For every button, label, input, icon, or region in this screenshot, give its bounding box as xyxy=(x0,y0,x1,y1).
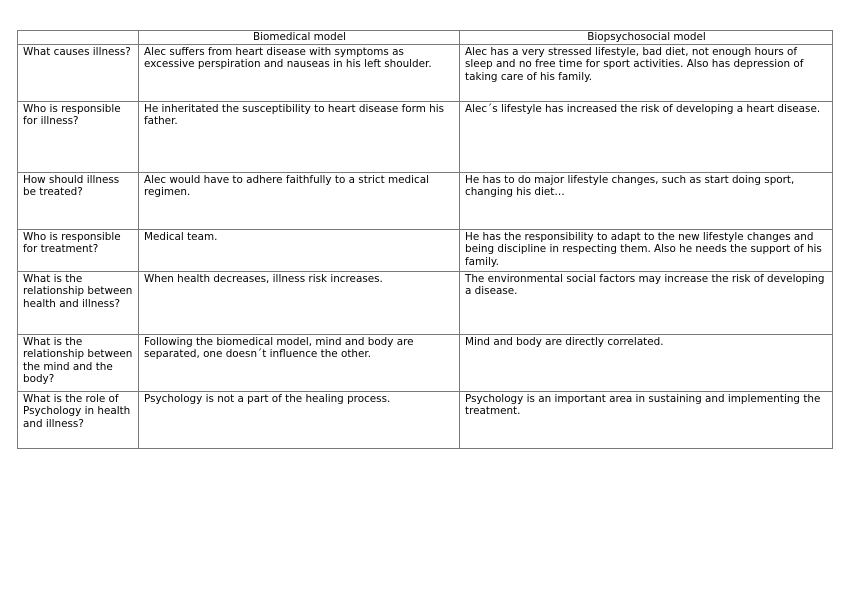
table-header-row xyxy=(18,31,833,45)
biopsychosocial-cell: The environmental social factors may increase the risk of developing a disease. xyxy=(460,271,833,334)
table-row xyxy=(18,229,833,271)
header-biopsychosocial-model: Biopsychosocial model xyxy=(460,31,833,45)
biomedical-cell: Following the biomedical model, mind and body are separated, one doesn´t influence the other. xyxy=(139,334,460,391)
table-row xyxy=(18,271,833,334)
table-row xyxy=(18,101,833,172)
header-question-column xyxy=(18,31,139,45)
biopsychosocial-cell: Alec has a very stressed lifestyle, bad diet, not enough hours of sleep and no free time for sport activities. Also has depression of taking care of his family. xyxy=(460,44,833,101)
biomedical-cell: Psychology is not a part of the healing process. xyxy=(139,391,460,448)
table-row xyxy=(18,172,833,229)
biopsychosocial-cell: Alec´s lifestyle has increased the risk of developing a heart disease. xyxy=(460,101,833,172)
table-row xyxy=(18,44,833,101)
comparison-table xyxy=(17,30,833,449)
biomedical-cell: Alec suffers from heart disease with symptoms as excessive perspiration and nauseas in his left shoulder. xyxy=(139,44,460,101)
biopsychosocial-cell: Psychology is an important area in sustaining and implementing the treatment. xyxy=(460,391,833,448)
question-cell: Who is responsible for treatment? xyxy=(18,229,139,271)
table-row xyxy=(18,391,833,448)
biomedical-cell: He inheritated the susceptibility to heart disease form his father. xyxy=(139,101,460,172)
question-cell: What is the relationship between health and illness? xyxy=(18,271,139,334)
question-cell: How should illness be treated? xyxy=(18,172,139,229)
biomedical-cell: Alec would have to adhere faithfully to a strict medical regimen. xyxy=(139,172,460,229)
biopsychosocial-cell: He has the responsibility to adapt to the new lifestyle changes and being discipline in respecting them. Also he needs the support of his family. xyxy=(460,229,833,271)
header-biomedical-model: Biomedical model xyxy=(139,31,460,45)
biomedical-cell: Medical team. xyxy=(139,229,460,271)
biopsychosocial-cell: Mind and body are directly correlated. xyxy=(460,334,833,391)
biopsychosocial-cell: He has to do major lifestyle changes, such as start doing sport, changing his diet… xyxy=(460,172,833,229)
question-cell: What is the role of Psychology in health and illness? xyxy=(18,391,139,448)
biomedical-cell: When health decreases, illness risk increases. xyxy=(139,271,460,334)
question-cell: What causes illness? xyxy=(18,44,139,101)
question-cell: Who is responsible for illness? xyxy=(18,101,139,172)
table-row xyxy=(18,334,833,391)
question-cell: What is the relationship between the mind and the body? xyxy=(18,334,139,391)
